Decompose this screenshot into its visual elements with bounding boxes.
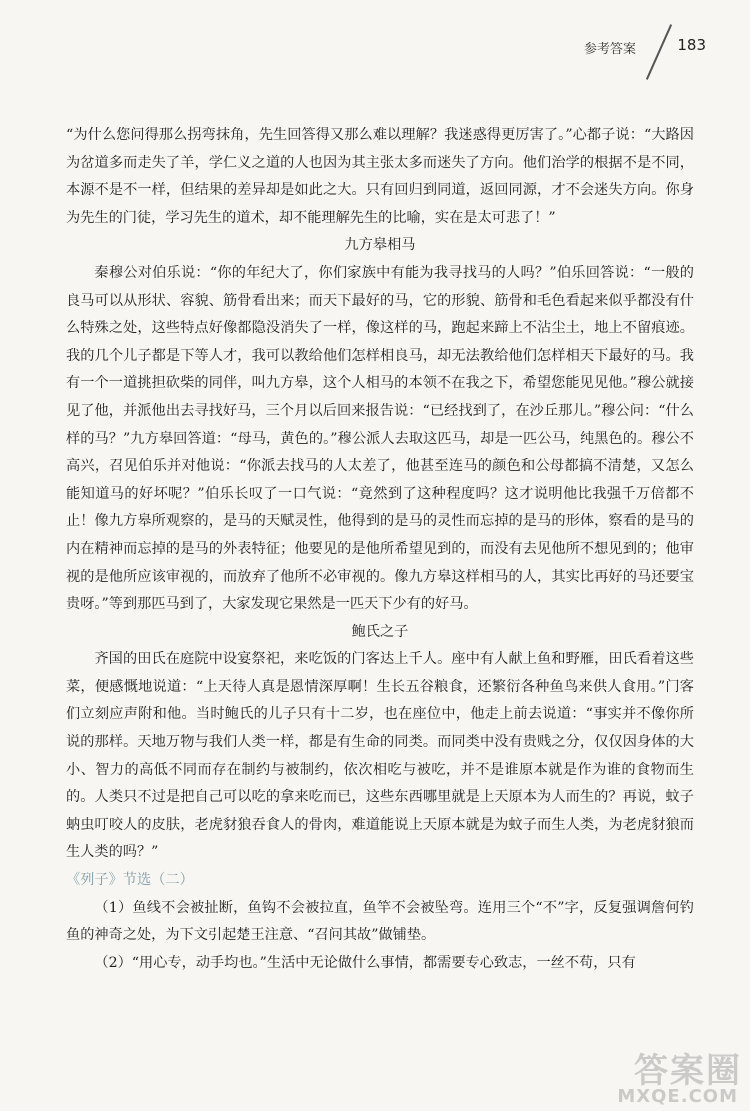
page-content: [66, 122, 694, 977]
header-divider: [646, 24, 672, 80]
header-label: 参考答案: [583, 42, 636, 57]
section-paragraph-baoshi: 齐国的田氏在庭院中设宴祭祀，来吃饭的门客达上千人。座中有人献上鱼和野雁，田氏看着这些菜，便感慨地说道：“上天待人真是恩情深厚啊！生长五谷粮食，还繁衍各种鱼鸟来供人食用。”门客们立刻应声附和他。当时鲍氏的儿子只有十二岁，也在座位中，他走上前去说道：“事实并不像你所说的那样。天地万物与我们人类一样，都是有生命的同类。而同类中没有贵贱之分，仅仅因身体的大小、智力的高低不同而存在制约与被制约，依次相吃与被吃，并不是谁原本就是作为谁的食物而生的。人类只不过是把自己可以吃的拿来吃而已，这些东西哪里就是上天原本为人而生的？再说，蚊子蚋虫叮咬人的皮肤，老虎豺狼吞食人的骨肉，难道能说上天原本就是为蚊子而生人类，为老虎豺狼而生人类的吗？”: [66, 651, 694, 861]
watermark-logo: [602, 1043, 742, 1107]
section-title-baoshi: 鲍氏之子: [351, 623, 409, 640]
watermark-text: 答案圈: [634, 1051, 742, 1091]
subheading-liezi: 《列子》节选（二）: [66, 872, 194, 889]
page-number: 183: [677, 36, 706, 54]
answer-item-2: （2）“用心专，动手均也。”生活中无论做什么事情，都需要专心致志，一丝不苟，只有: [94, 954, 636, 971]
page-header: [40, 32, 710, 62]
watermark-url: MXQE.COM: [617, 1086, 738, 1107]
intro-paragraph: “为什么您问得那么拐弯抹角，先生回答得又那么难以理解？我迷惑得更厉害了。”心都子说：“大路因为岔道多而走失了羊，学仁义之道的人也因为其主张太多而迷失了方向。他们治学的根据不是不同，本源不是不一样，但结果的差异却是如此之大。只有回归到同道，返回同源，才不会迷失方向。你身为先生的门徒，学习先生的道术，却不能理解先生的比喻，实在是太可悲了！”: [66, 127, 694, 226]
answer-item-1: （1）鱼线不会被扯断，鱼钩不会被拉直，鱼竿不会被坠弯。连用三个“不”字，反复强调詹何钓鱼的神奇之处，为下文引起楚王注意、“召问其故”做铺垫。: [66, 899, 694, 944]
section-paragraph-jiufanggao: 秦穆公对伯乐说：“你的年纪大了，你们家族中有能为我寻找马的人吗？”伯乐回答说：“一般的良马可以从形状、容貌、筋骨看出来；而天下最好的马，它的形貌、筋骨和毛色看起来似乎都没有什么特殊之处，这些特点好像都隐没消失了一样，像这样的马，跑起来蹄上不沾尘土，地上不留痕迹。我的几个儿子都是下等人才，我可以教给他们怎样相良马，却无法教给他们怎样相天下最好的马。我有一个一道挑担砍柴的同伴，叫九方皋，这个人相马的本领不在我之下，希望您能见见他。”穆公就接见了他，并派他出去寻找好马，三个月以后回来报告说：“已经找到了，在沙丘那儿。”穆公问：“什么样的马？”九方皋回答道：“母马，黄色的。”穆公派人去取这匹马，却是一匹公马，纯黑色的。穆公不高兴，召见伯乐并对他说：“你派去找马的人太差了，他甚至连马的颜色和公母都搞不清楚，又怎么能知道马的好坏呢？”伯乐长叹了一口气说：“竟然到了这种程度吗？这才说明他比我强千万倍都不止！像九方皋所观察的，是马的天赋灵性，他得到的是马的灵性而忘掉的是马的形体，察看的是马的内在精神而忘掉的是马的外表特征；他要见的是他所希望见到的，而没有去见他所不想见到的；他审视的是他所应该审视的，而放弃了他所不必审视的。像九方皋这样相马的人，其实比再好的马还要宝贵呀。”等到那匹马到了，大家发现它果然是一匹天下少有的好马。: [66, 264, 694, 613]
section-title-jiufanggao: 九方皋相马: [344, 237, 416, 254]
